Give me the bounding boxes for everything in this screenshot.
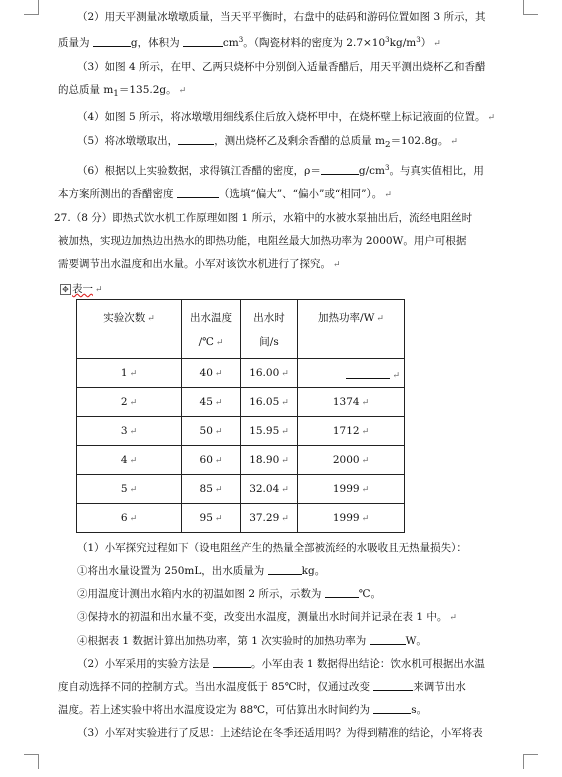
table-caption: ✥ 表一 ↵ xyxy=(58,281,528,297)
table-cell: 95 ↵ xyxy=(182,504,241,533)
table-row xyxy=(77,475,405,504)
answer-blank[interactable] xyxy=(325,585,359,598)
table-header-row xyxy=(77,300,405,359)
table-cell: 4 ↵ xyxy=(77,446,182,475)
answer-blank[interactable] xyxy=(93,34,131,47)
table-cell: 1999 ↵ xyxy=(298,504,405,533)
text-line: （3）小军对实验进行了反思：上述结论在冬季还适用吗？为得到精准的结论，小军将表 xyxy=(77,727,483,740)
data-table xyxy=(76,299,405,533)
answer-blank[interactable] xyxy=(370,632,406,645)
text-line: 本方案所测出的香醋密度 （选填“偏大”、“偏小”或“相同”）。 ↵ xyxy=(58,183,528,207)
answer-blank[interactable] xyxy=(373,701,411,714)
table-header: 出水温度 /℃ ↵ xyxy=(182,300,241,359)
answer-blank[interactable] xyxy=(346,366,390,379)
text-line: ①将出水量设置为 250mL，出水质量为 kg。 xyxy=(58,560,528,583)
table-cell: 37.29 ↵ xyxy=(241,504,298,533)
text-line: ②用温度计测出水箱内水的初温如图 2 所示，示数为 ℃。 xyxy=(58,583,528,606)
table-header: 实验次数 ↵ xyxy=(77,300,182,359)
table-cell: 2 ↵ xyxy=(77,388,182,417)
text-line: 度自动选择不同的控制方式。当出水温度低于 85℃时，仅通过改变 来调节出水 xyxy=(58,676,528,699)
table-row xyxy=(77,359,405,388)
text-line: （6）根据以上实验数据，求得镇江香醋的密度，$\rho= g/cm^3$。与真实值相比，用 xyxy=(77,164,484,178)
text-line: （4）如图 5 所示，将冰墩墩用细线系住后放入烧杯甲中，在烧杯壁上标记液面的位置。 ↵ xyxy=(77,111,496,124)
table-cell: 18.90 ↵ xyxy=(241,446,298,475)
table-row xyxy=(77,504,405,533)
table-cell: 2000 ↵ xyxy=(298,446,405,475)
text-line: （3）如图 4 所示，在甲、乙两只烧杯中分别倒入适量香醋后，用天平测出烧杯乙和香醋 xyxy=(77,61,486,73)
text-line: 需要调节出水温度和出水量。小军对该饮水机进行了探究。 ↵ xyxy=(58,258,341,271)
table-cell: 32.04 ↵ xyxy=(241,475,298,504)
table-cell: 40 ↵ xyxy=(182,359,241,388)
answer-blank[interactable] xyxy=(373,678,413,691)
table-header: 出水时间/s xyxy=(241,300,298,359)
table-cell: 85 ↵ xyxy=(182,475,241,504)
table-cell: ↵ xyxy=(298,359,405,388)
table-row xyxy=(77,417,405,446)
table-cell: 16.05 ↵ xyxy=(241,388,298,417)
table-cell: 50 ↵ xyxy=(182,417,241,446)
text-line: 温度。若上述实验中将出水温度设定为 88℃，可估算出水时间约为 s。 xyxy=(58,699,528,722)
document-page xyxy=(54,6,528,745)
table-cell: 45 ↵ xyxy=(182,388,241,417)
answer-blank[interactable] xyxy=(321,162,359,175)
table-label: 表一 xyxy=(72,283,93,296)
table-cell: 3 ↵ xyxy=(77,417,182,446)
page-corner-mark xyxy=(24,754,39,769)
table-cell: 1712 ↵ xyxy=(298,417,405,446)
table-cell: 1374 ↵ xyxy=(298,388,405,417)
table-row xyxy=(77,388,405,417)
text-line: 的总质量 $m_1=135.2g$。 ↵ xyxy=(58,84,187,100)
answer-blank[interactable] xyxy=(268,562,302,575)
table-cell: 1999 ↵ xyxy=(298,475,405,504)
answer-blank[interactable] xyxy=(177,185,219,198)
table-cell: 60 ↵ xyxy=(182,446,241,475)
page-corner-mark xyxy=(24,0,39,15)
text-line: （2）用天平测量冰墩墩质量，当天平平衡时，右盘中的砝码和游码位置如图 3 所示，其 xyxy=(77,11,486,23)
table-cell: 15.95 ↵ xyxy=(241,417,298,446)
text-line: （2）小军采用的实验方法是 。小军由表 1 数据得出结论：饮水机可根据出水温 xyxy=(58,653,528,676)
table-cell: 1 ↵ xyxy=(77,359,182,388)
table-cell: 5 ↵ xyxy=(77,475,182,504)
text-line: （1）小军探究过程如下（设电阻丝产生的热量全部被流经的水吸收且无热量损失）： xyxy=(77,542,467,555)
text-line: 被加热，实现边加热边出热水的即热功能，电阻丝最大加热功率为 2000W。用户可根据 xyxy=(58,235,467,248)
answer-blank[interactable] xyxy=(213,655,251,668)
page-corner-mark xyxy=(523,754,538,769)
text-line: 质量为 g，体积为 $cm^3$。（陶瓷材料的密度为 $2.7\times 10^3kg/m^3$） ↵ xyxy=(58,36,441,49)
table-cell: 6 ↵ xyxy=(77,504,182,533)
table-row xyxy=(77,446,405,475)
text-line: ③保持水的初温和出水量不变，改变出水温度，测量出水时间并记录在表 1 中。 ↵ xyxy=(77,611,457,624)
table-cell: 16.00 ↵ xyxy=(241,359,298,388)
text-line: ④根据表 1 数据计算出加热功率，第 1 次实验时的加热功率为 W。 xyxy=(58,630,528,653)
table-header: 加热功率/W ↵ xyxy=(298,300,405,359)
table-move-handle-icon[interactable]: ✥ xyxy=(60,284,71,295)
answer-blank[interactable] xyxy=(178,132,214,145)
answer-blank[interactable] xyxy=(183,34,223,47)
text-line: （5）将冰墩墩取出， ，测出烧杯乙及剩余香醋的总质量 $m_2=102.8g$。 ↵ xyxy=(58,130,528,157)
text-line: 27.（8 分）即热式饮水机工作原理如图 1 所示，水箱中的水被水泵抽出后，流经电阻丝时 xyxy=(54,212,473,225)
